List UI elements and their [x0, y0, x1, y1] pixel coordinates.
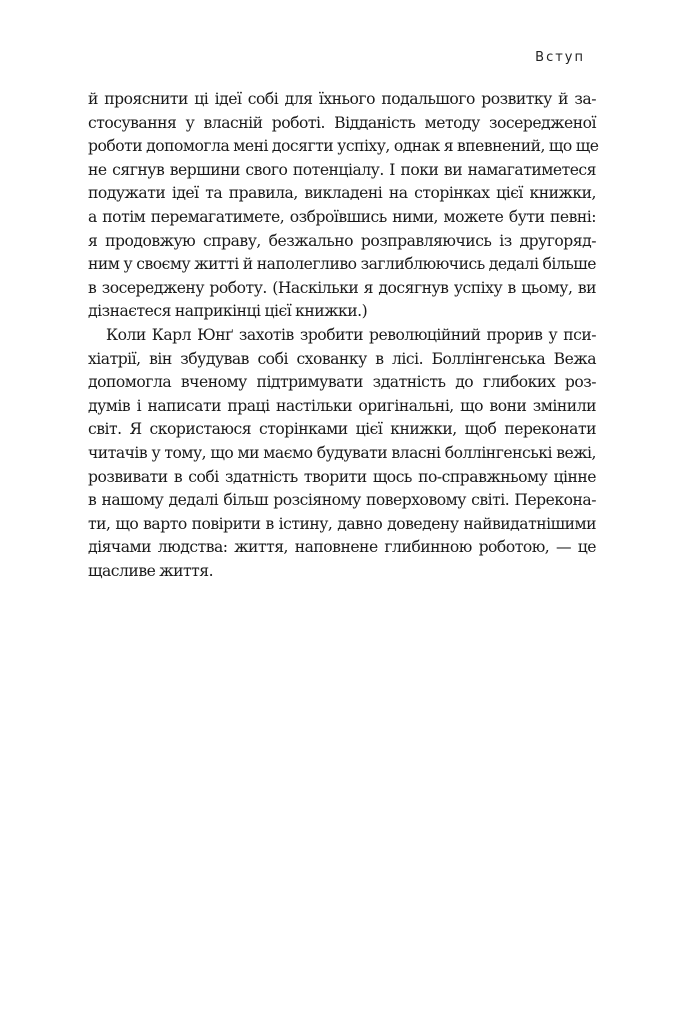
text-line: розвивати в собі здатність творити щось по-справжньому цінне: [88, 467, 596, 486]
paragraph-2: [88, 324, 596, 584]
text-line: світ. Я скористаюся сторінками цієї книжки, щоб переконати: [88, 420, 596, 439]
text-line: я продовжую справу, безжально розправляючись із другоряд-: [88, 231, 596, 250]
text-line: думів і написати праці настільки оригінальні, що вони змінили: [88, 396, 596, 415]
text-line: подужати ідеї та правила, викладені на сторінках цієї книжки,: [88, 184, 596, 203]
text-line: Коли Карл Юнґ захотів зробити революційний прорив у пси-: [106, 325, 596, 344]
text-line: щасливе життя.: [88, 561, 214, 580]
text-line: читачів у тому, що ми маємо будувати власні боллінгенські вежі,: [88, 443, 596, 462]
text-line: ти, що варто повірити в істину, давно доведену найвидатнішими: [88, 514, 596, 533]
text-line: хіатрії, він збудував собі схованку в лісі. Боллінгенська Вежа: [88, 349, 596, 368]
text-line: й прояснити ці ідеї собі для їхнього подальшого розвитку й за-: [88, 90, 596, 108]
paragraph-1: [88, 88, 599, 324]
text-line: в нашому дедалі більш розсіяному поверховому світі. Переконa-: [88, 491, 596, 510]
text-line: дізнаєтеся наприкінці цієї книжки.): [88, 302, 368, 321]
body-text: [88, 88, 599, 583]
text-line: діячами людства: життя, наповнене глибинною роботою, — це: [88, 538, 596, 557]
text-line: не сягнув вершини свого потенціалу. І поки ви намагатиметеся: [88, 160, 596, 179]
text-line: роботи допомогла мені досягти успіху, однак я впевнений, що ще: [88, 137, 599, 156]
text-line: стосування у власній роботі. Відданість методу зосередженої: [88, 113, 596, 132]
text-line: в зосереджену роботу. (Наскільки я досягнув успіху в цьому, ви: [88, 278, 596, 297]
text-line: допомогла вченому підтримувати здатність до глибоких роз-: [88, 373, 596, 392]
text-line: а потім перемагатимете, озброївшись ними, можете бути певні:: [88, 207, 596, 226]
text-line: ним у своєму житті й наполегливо заглиблюючись дедалі більше: [88, 255, 596, 274]
running-head: Вступ: [535, 50, 585, 65]
